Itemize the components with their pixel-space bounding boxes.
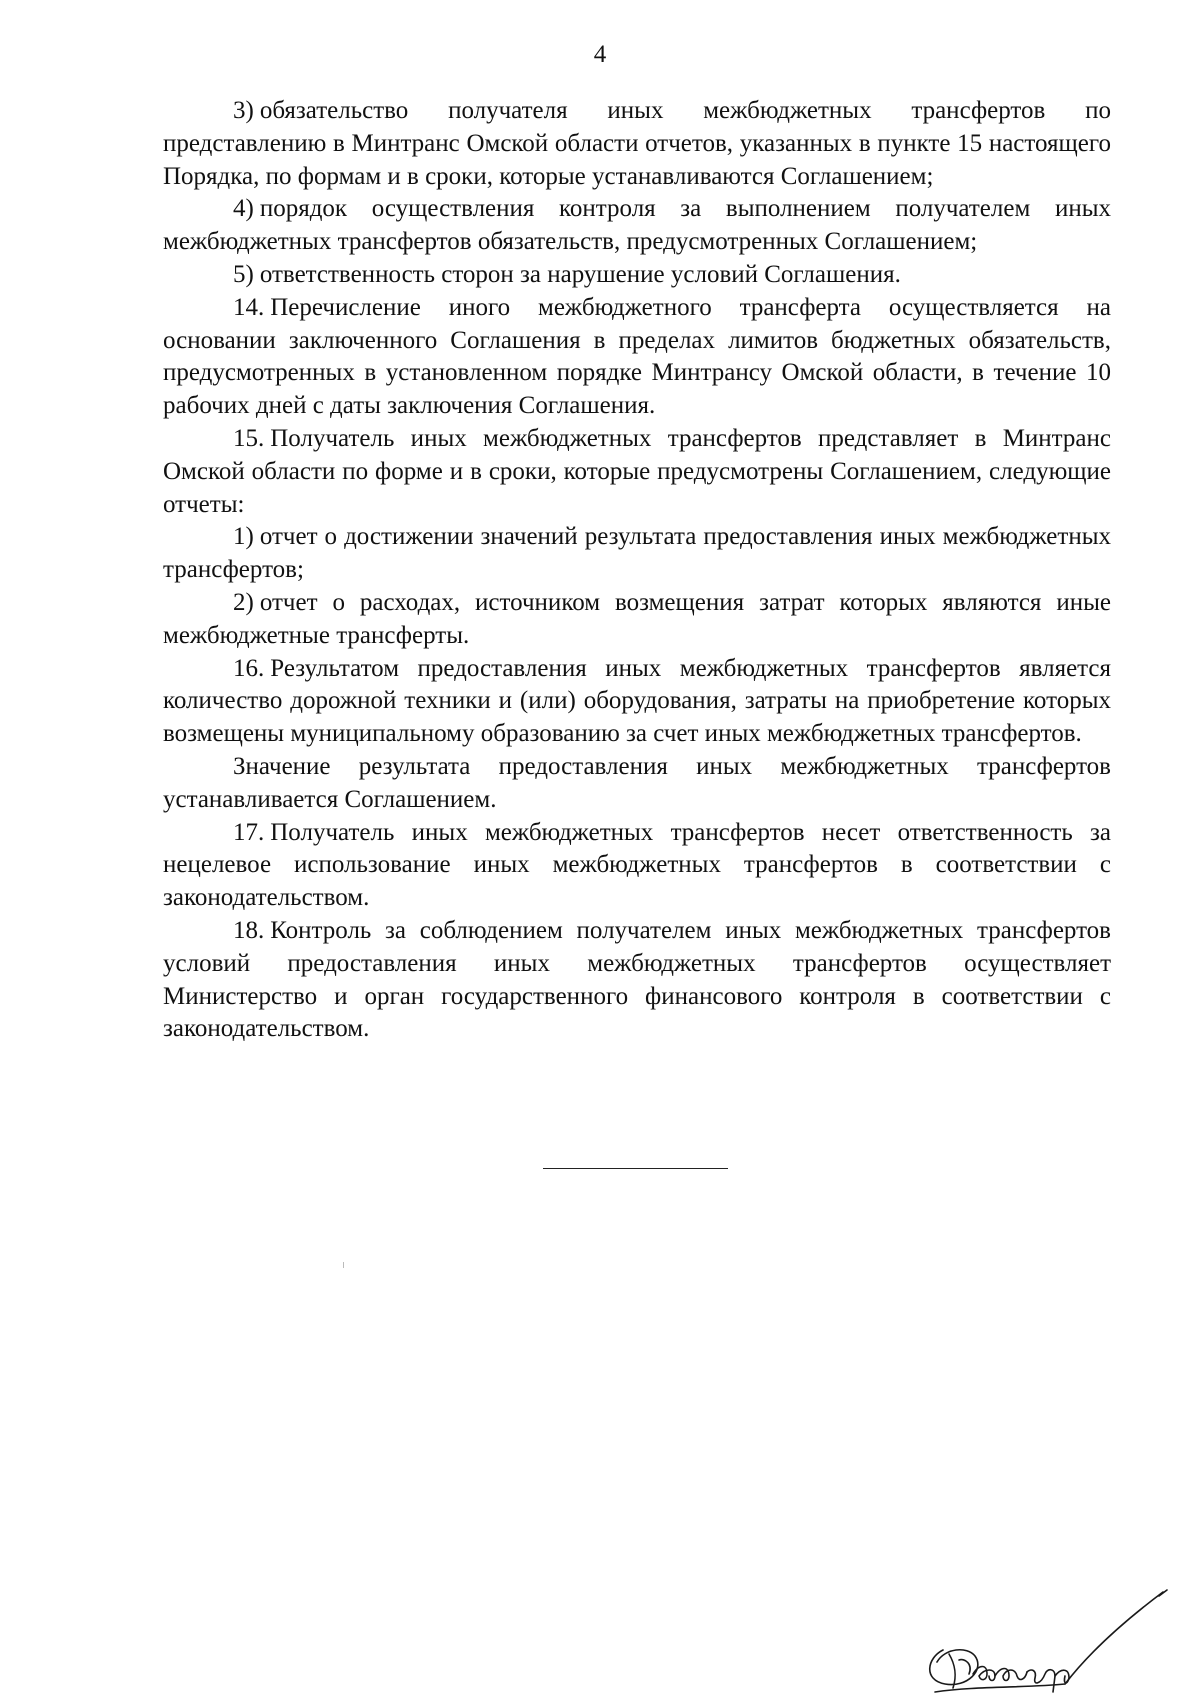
clause-number: 16. (233, 654, 265, 682)
item-number: 2) (233, 588, 254, 616)
paragraph-text: ответственность сторон за нарушение условий Соглашения. (259, 260, 901, 288)
end-of-text-rule (543, 1168, 728, 1169)
paragraph-text: отчет о расходах, источником возмещения затрат которых являются иные межбюджетные трансферты. (163, 588, 1111, 649)
document-body (163, 95, 1111, 1046)
paragraph-text: Контроль за соблюдением получателем иных межбюджетных трансфертов условий предоставления иных межбюджетных трансфертов осуществляет Министерство и орган государственного финансового контроля в соответствии с законодательством. (163, 916, 1111, 1043)
paragraph-clause-14 (163, 292, 1111, 423)
clause-number: 17. (233, 818, 265, 846)
scan-speck (343, 1262, 344, 1268)
paragraph-text: Получатель иных межбюджетных трансфертов представляет в Минтранс Омской области по форме и в сроки, которые предусмотрены Соглашением, следующие отчеты: (163, 424, 1111, 518)
clause-number: 18. (233, 916, 265, 944)
paragraph-text: Значение результата предоставления иных межбюджетных трансфертов устанавливается Соглашением. (163, 752, 1111, 813)
paragraph-text: порядок осуществления контроля за выполнением получателем иных межбюджетных трансфертов обязательств, предусмотренных Соглашением; (163, 195, 1111, 256)
item-number: 4) (233, 195, 254, 223)
paragraph-report-2 (163, 587, 1111, 653)
paragraph-text: Результатом предоставления иных межбюджетных трансфертов является количество дорожной техники и (или) оборудования, затраты на приобретение которых возмещены муниципальному образованию за счет иных межбюджетных трансфертов. (163, 654, 1111, 748)
paragraph-text: Перечисление иного межбюджетного трансферта осуществляется на основании заключенного Соглашения в пределах лимитов бюджетных обязательств, предусмотренных в установленном порядке Минтрансу Омской области, в течение 10 рабочих дней с даты заключения Соглашения. (163, 293, 1111, 420)
paragraph-text: отчет о достижении значений результата предоставления иных межбюджетных трансфертов; (163, 523, 1111, 584)
paragraph-result-value (163, 751, 1111, 817)
paragraph-item-5 (163, 259, 1111, 292)
paragraph-text: Получатель иных межбюджетных трансфертов несет ответственность за нецелевое использование иных межбюджетных трансфертов в соответствии с законодательством. (163, 818, 1111, 912)
page-number: 4 (593, 41, 607, 68)
paragraph-item-3 (163, 95, 1111, 193)
clause-number: 14. (233, 293, 265, 321)
paragraph-clause-17 (163, 817, 1111, 915)
paragraph-item-4 (163, 193, 1111, 259)
item-number: 3) (233, 97, 254, 124)
handwritten-signature (915, 1588, 1185, 1697)
paragraph-clause-15 (163, 423, 1111, 521)
paragraph-text: обязательство получателя иных межбюджетных трансфертов по представлению в Минтранс Омской области отчетов, указанных в пункте 15 настоящего Порядка, по формам и в сроки, которые устанавливаются Соглашением; (163, 97, 1111, 190)
paragraph-clause-18 (163, 915, 1111, 1046)
item-number: 5) (233, 260, 254, 288)
item-number: 1) (233, 523, 254, 551)
paragraph-report-1 (163, 521, 1111, 587)
clause-number: 15. (233, 424, 265, 452)
paragraph-clause-16 (163, 653, 1111, 751)
